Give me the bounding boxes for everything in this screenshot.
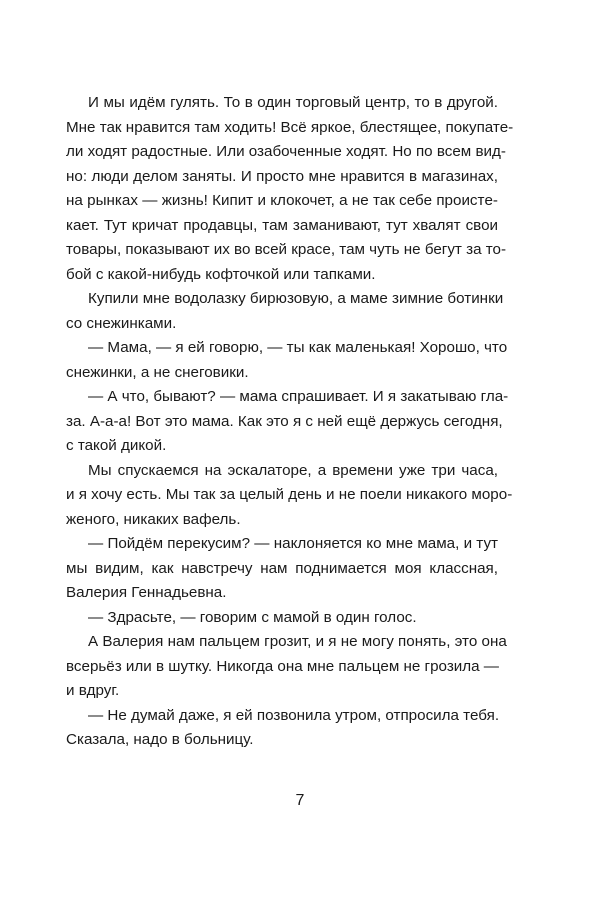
paragraph	[66, 287, 504, 336]
text-line: с такой дикой.	[66, 437, 167, 454]
paragraph	[66, 630, 507, 704]
book-page-text	[66, 91, 514, 753]
paragraph	[66, 704, 498, 753]
text-line: и вдруг.	[66, 682, 120, 699]
text-line: бой с какой-нибудь кофточкой или тапками.	[66, 265, 376, 283]
paragraph	[66, 385, 509, 459]
text-line: И мы идём гулять. То в один торговый центр, то в другой.	[88, 94, 498, 111]
text-line: всерьёз или в шутку. Никогда она мне пальцем не грозила —	[66, 657, 499, 675]
text-line: А Валерия нам пальцем грозит, и я не могу понять, это она	[88, 633, 507, 650]
text-line: Мне так нравится там ходить! Всё яркое, блестящее, покупате-	[66, 118, 514, 136]
text-line: кает. Тут кричат продавцы, там заманивают, тут хвалят свои	[66, 216, 498, 234]
text-line: за. А-а-а! Вот это мама. Как это я с ней ещё держусь сегодня,	[66, 412, 503, 430]
text-line: но: люди делом заняты. И просто мне нравится в магазинах,	[66, 167, 498, 185]
paragraph	[66, 91, 514, 287]
text-line: на рынках — жизнь! Кипит и клокочет, а не так себе проистe-	[66, 192, 498, 209]
paragraph	[66, 606, 498, 631]
text-line: — Мама, — я ей говорю, — ты как маленькая! Хорошо, что	[88, 339, 508, 356]
text-line: Валерия Геннадьевна.	[66, 584, 227, 601]
text-line: — Здрасьте, — говорим с мамой в один голос.	[88, 608, 417, 626]
text-line: Купили мне водолазку бирюзовую, а маме зимние ботинки	[88, 290, 504, 307]
text-line: Мы спускаемся на эскалаторе, а времени уже три часа,	[88, 461, 498, 479]
paragraph	[66, 459, 513, 533]
text-line: Сказала, надо в больницу.	[66, 731, 254, 748]
paragraph	[66, 532, 498, 606]
text-line: женого, никаких вафель.	[66, 510, 241, 528]
text-line: мы видим, как навстречу нам поднимается моя классная,	[66, 559, 498, 577]
text-line: товары, показывают их во всей красе, там чуть не бегут за то-	[66, 241, 507, 258]
text-line: снежинки, а не снеговики.	[66, 363, 249, 381]
paragraph	[66, 336, 508, 385]
text-line: со снежинками.	[66, 314, 177, 332]
page-number: 7	[295, 792, 305, 809]
text-line: — Пойдём перекусим? — наклоняется ко мне мама, и тут	[88, 535, 498, 552]
text-line: ли ходят радостные. Или озабоченные ходят. Но по всем вид-	[66, 143, 506, 160]
text-line: — Не думай даже, я ей позвонила утром, отпросила тебя.	[88, 706, 500, 724]
text-line: и я хочу есть. Мы так за целый день и не поели никакого моро-	[66, 486, 513, 503]
text-line: — А что, бывают? — мама спрашивает. И я закатываю гла-	[88, 388, 509, 405]
